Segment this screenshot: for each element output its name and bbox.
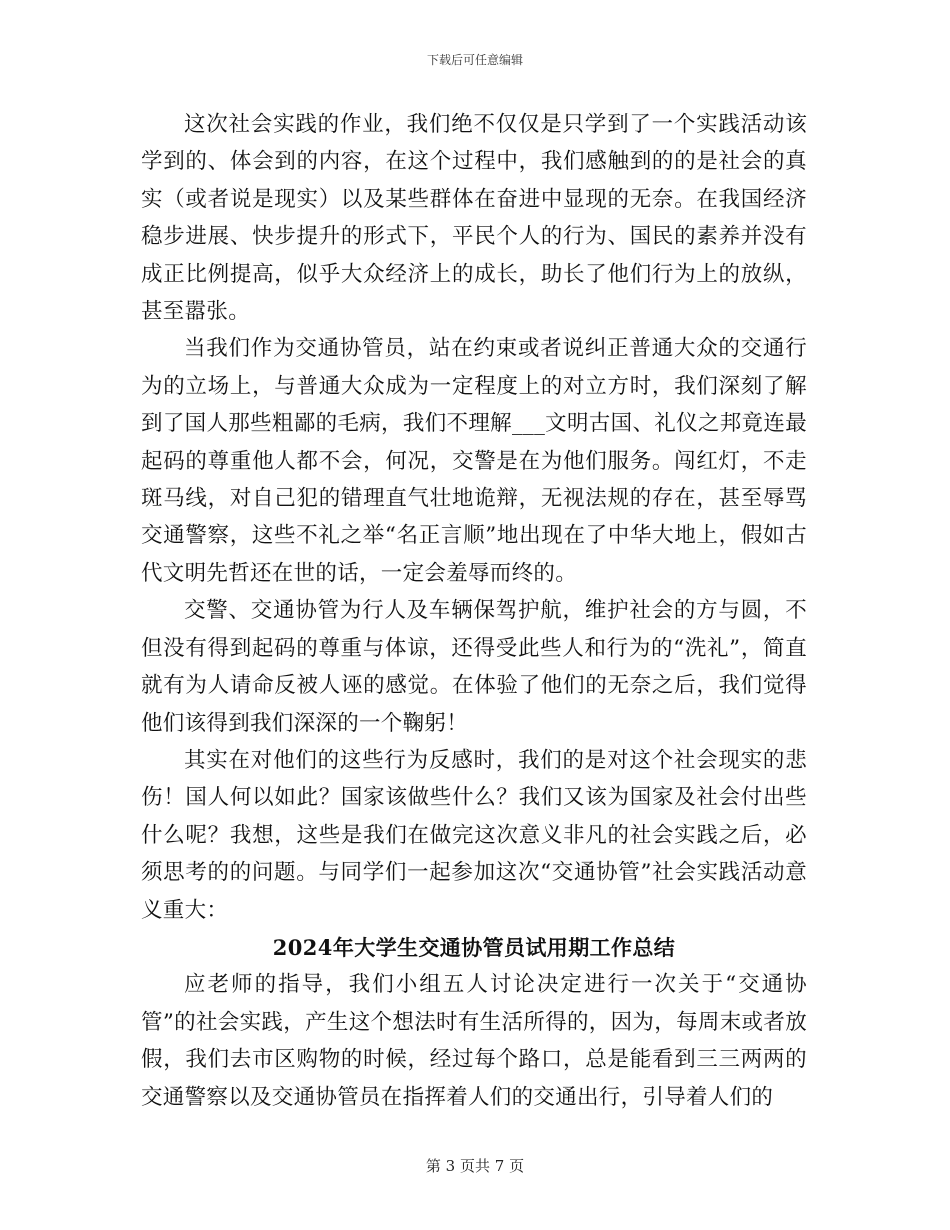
body-paragraph-3: 交警、交通协管为行人及车辆保驾护航，维护社会的方与圆，不但没有得到起码的尊重与体谅，还得受此些人和行为的“洗礼”，简直就有为人请命反被人诬的感觉。在体验了他们的无奈之后，我们觉得他们该得到我们深深的一个鞠躬！	[141, 598, 807, 736]
page-header: 下载后可任意编辑	[426, 53, 523, 67]
body-paragraph-1: 这次社会实践的作业，我们绝不仅仅是只学到了一个实践活动该学到的、体会到的内容，在这个过程中，我们感触到的的是社会的真实（或者说是现实）以及某些群体在奋进中显现的无奈。在我国经济稳步进展、快步提升的形式下，平民个人的行为、国民的素养并没有成正比例提高，似乎大众经济上的成长，助长了他们行为上的放纵，甚至嚣张。	[141, 112, 807, 325]
body-paragraph-2: 当我们作为交通协管员，站在约束或者说纠正普通大众的交通行为的立场上，与普通大众成为一定程度上的对立方时，我们深刻了解到了国人那些粗鄙的毛病，我们不理解___文明古国、礼仪之邦竟连最起码的尊重他人都不会，何况，交警是在为他们服务。闯红灯，不走斑马线，对自己犯的错理直气壮地诡辩，无视法规的存在，甚至辱骂交通警察，这些不礼之举“名正言顺”地出现在了中华大地上，假如古代文明先哲还在世的话，一定会羞辱而终的。	[141, 336, 807, 586]
page-footer: 第 3 页共 7 页	[425, 1157, 525, 1175]
section-title: 2024年大学生交通协管员试用期工作总结	[272, 934, 676, 960]
body-paragraph-4: 其实在对他们的这些行为反感时，我们的是对这个社会现实的悲伤！国人何以如此？国家该做些什么？我们又该为国家及社会付出些什么呢？我想，这些是我们在做完这次意义非凡的社会实践之后，必须思考的的问题。与同学们一起参加这次“交通协管”社会实践活动意义重大：	[141, 747, 807, 923]
section-paragraph-1: 应老师的指导，我们小组五人讨论决定进行一次关于“交通协管”的社会实践，产生这个想法时有生活所得的，因为，每周末或者放假，我们去市区购物的时候，经过每个路口，总是能看到三三两两的交通警察以及交通协管员在指挥着人们的交通出行，引导着人们的	[141, 972, 807, 1110]
document-body	[141, 106, 807, 1116]
